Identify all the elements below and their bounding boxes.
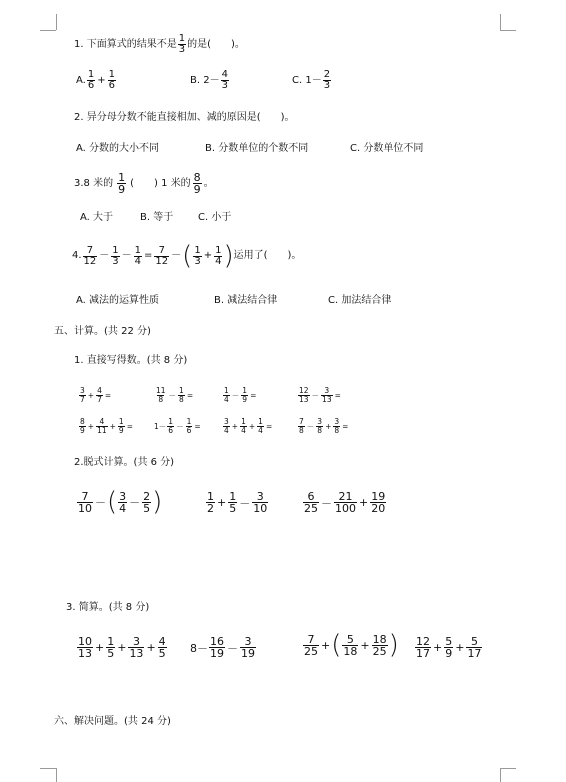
numerator: 4: [221, 69, 228, 80]
q4-option-c: C. 加法结合律: [328, 295, 392, 306]
mental-calc-item: [297, 387, 342, 403]
denominator: 3: [178, 44, 186, 55]
left-paren: (: [182, 241, 193, 271]
fraction: [117, 172, 126, 195]
q4-tail: 运用了( )。: [233, 250, 302, 261]
operator: +: [455, 641, 465, 654]
fraction: [241, 387, 248, 403]
left-paren: (: [331, 630, 342, 660]
numerator: 3: [119, 489, 127, 503]
denominator: 13: [78, 647, 92, 660]
denominator: 13: [322, 394, 332, 404]
operator: －: [321, 496, 332, 510]
operator: +: [359, 496, 369, 509]
numerator: 2: [323, 69, 331, 80]
operator: +: [95, 641, 105, 654]
denominator: 19: [241, 647, 255, 660]
numerator: 18: [372, 632, 387, 646]
mental-calc-item: [154, 418, 202, 434]
denominator: 3: [194, 255, 201, 267]
simplify-calc-b: [190, 636, 257, 659]
numerator: 7: [307, 632, 315, 646]
q4-expression: [72, 243, 301, 269]
denominator: 4: [215, 255, 222, 267]
operator: +: [87, 390, 95, 400]
q2-option-c: C. 分数单位不同: [350, 143, 424, 154]
q4-option-a: A. 减法的运算性质: [76, 295, 160, 306]
q1-stem: [74, 34, 245, 55]
numerator: 1: [108, 69, 115, 80]
operator: =: [250, 390, 257, 400]
operator: =: [334, 390, 341, 400]
operator: +: [109, 421, 116, 431]
operator: －: [311, 390, 320, 400]
denominator: 12: [155, 255, 169, 267]
denominator: 4: [241, 425, 246, 435]
fraction: [223, 387, 230, 403]
operator: =: [186, 390, 194, 400]
fraction: [223, 418, 230, 434]
numerator: 2: [143, 489, 151, 503]
denominator: 5: [229, 502, 237, 515]
denominator: 7: [97, 394, 102, 404]
fraction: [303, 634, 319, 657]
denominator: 3: [221, 80, 228, 91]
section-6-title: 六、解决问题。(共 24 分): [54, 716, 171, 727]
numerator: 12: [299, 386, 309, 395]
fraction: [193, 246, 201, 267]
q2-option-b: B. 分数单位的个数不同: [205, 143, 309, 154]
denominator: 3: [323, 80, 331, 91]
numerator: 5: [346, 632, 354, 646]
denominator: 100: [335, 502, 356, 515]
numerator: 8: [80, 417, 85, 426]
numerator: 5: [445, 635, 453, 648]
right-paren: ): [388, 630, 399, 660]
operator: =: [342, 421, 349, 431]
fraction: [158, 636, 167, 659]
q1-stem-fraction: [178, 34, 186, 55]
denominator: 6: [168, 425, 174, 435]
fraction: [83, 246, 98, 267]
operator: +: [433, 641, 443, 654]
fraction: [298, 418, 305, 434]
denominator: 4: [119, 501, 127, 515]
leading-term: 8－: [190, 641, 208, 655]
right-paren: ): [152, 487, 163, 517]
numerator: 7: [81, 489, 89, 503]
operator: －: [239, 496, 251, 510]
numerator: 3: [80, 386, 85, 395]
fraction: [209, 636, 225, 659]
part-3-title: 3. 简算。(共 8 分): [66, 602, 150, 613]
numerator: 1: [242, 386, 248, 395]
denominator: 8: [317, 425, 323, 435]
denominator: 25: [304, 502, 318, 515]
fraction: [111, 246, 119, 267]
q3-option-a: A. 大于: [80, 212, 114, 223]
numerator: 16: [210, 635, 224, 648]
operator: +: [146, 641, 156, 654]
q4-option-b: B. 减法结合律: [214, 295, 278, 306]
denominator: 9: [80, 425, 85, 435]
numerator: 1: [118, 171, 126, 184]
numerator: 3: [324, 386, 330, 395]
numerator: 3: [224, 417, 229, 426]
part-2-title: 2.脱式计算。(共 6 分): [74, 457, 175, 468]
numerator: 3: [132, 635, 140, 648]
fraction: [323, 70, 331, 91]
q2-stem: 2. 异分母分数不能直接相加、减的原因是( )。: [74, 112, 295, 123]
crop-mark-tl-h: [40, 30, 56, 31]
fraction: [444, 636, 453, 659]
simplify-calc-a: [76, 636, 168, 659]
fraction: [370, 491, 386, 514]
denominator: 10: [253, 502, 268, 515]
denominator: 5: [143, 501, 151, 515]
fraction: [466, 636, 482, 659]
fraction: [252, 491, 268, 514]
numerator: 1: [258, 417, 263, 426]
q3-stem: [74, 172, 214, 195]
numerator: 1: [224, 386, 229, 395]
denominator: 9: [118, 425, 124, 435]
numerator: 10: [78, 635, 92, 648]
fraction: [240, 636, 256, 659]
operator: =: [194, 421, 201, 431]
numerator: 3: [334, 417, 340, 426]
q3-stem-part-b: ( ) 1 米的: [130, 177, 191, 189]
numerator: 1: [207, 490, 214, 503]
fraction: [79, 418, 86, 434]
numerator: 1: [229, 490, 237, 503]
denominator: 17: [467, 647, 482, 660]
q1-option-b: [190, 70, 230, 91]
operator: －: [227, 641, 238, 655]
denominator: 7: [80, 394, 85, 404]
fraction: [77, 491, 93, 514]
crop-mark-bl-v: [56, 768, 57, 782]
operator: －: [121, 250, 132, 261]
numerator: 1: [87, 69, 95, 80]
numerator: 7: [86, 244, 94, 256]
fraction: [342, 634, 358, 657]
denominator: 17: [416, 647, 430, 660]
part-1-title: 1. 直接写得数。(共 8 分): [74, 355, 188, 366]
mental-calc-item: [222, 418, 273, 434]
fraction: [221, 70, 229, 91]
denominator: 8: [334, 425, 340, 435]
numerator: 1: [107, 635, 115, 648]
denominator: 4: [224, 394, 229, 404]
fraction: [214, 246, 222, 267]
operator: +: [231, 421, 239, 431]
numerator: 1: [168, 417, 174, 426]
fraction: [118, 491, 127, 514]
fraction: [316, 418, 323, 434]
denominator: 6: [186, 425, 192, 435]
option-label: C. 1－: [292, 74, 322, 86]
numerator: 3: [244, 635, 252, 648]
denominator: 4: [258, 425, 263, 435]
numerator: 11: [156, 386, 166, 395]
q3-stem-part-a: 3.8 米的: [74, 177, 114, 189]
denominator: 6: [87, 80, 95, 91]
denominator: 9: [118, 183, 126, 196]
numerator: 1: [194, 244, 201, 256]
operator: =: [265, 421, 273, 431]
crop-mark-tl-v: [56, 14, 57, 30]
crop-mark-tr-v: [500, 14, 501, 30]
numerator: 8: [193, 171, 201, 184]
fraction: [415, 636, 431, 659]
fraction: [106, 636, 115, 659]
denominator: 25: [304, 644, 318, 658]
numerator: 6: [307, 490, 315, 503]
numerator: 19: [371, 490, 386, 503]
denominator: 9: [242, 394, 248, 404]
numerator: 21: [338, 490, 353, 503]
operator: +: [248, 421, 256, 431]
denominator: 25: [372, 644, 387, 658]
numerator: 4: [97, 386, 102, 395]
denominator: 4: [134, 255, 142, 267]
crop-mark-tr-h: [500, 30, 516, 31]
denominator: 8: [299, 425, 304, 435]
numerator: 4: [158, 635, 166, 648]
denominator: 2: [207, 502, 214, 515]
operator: =: [144, 250, 153, 261]
fraction: [79, 387, 86, 403]
q3-option-c: C. 小于: [198, 212, 232, 223]
denominator: 19: [210, 647, 224, 660]
q1-option-c: [292, 70, 332, 91]
operator: +: [217, 496, 227, 509]
operator: －: [168, 390, 177, 400]
mental-calc-item: [78, 418, 134, 434]
fraction: [128, 636, 144, 659]
step-calc-c: [302, 491, 387, 514]
section-5-title: 五、计算。(共 22 分): [54, 326, 151, 337]
operator: －: [95, 496, 106, 509]
fraction: [186, 418, 193, 434]
fraction: [96, 418, 108, 434]
crop-mark-bl-h: [40, 768, 56, 769]
leading-term: 1－: [154, 421, 167, 431]
denominator: 12: [83, 255, 97, 267]
q2-option-a: A. 分数的大小不同: [76, 143, 160, 154]
operator: +: [117, 641, 127, 654]
operator: =: [104, 390, 112, 400]
numerator: 1: [186, 417, 192, 426]
q3-option-b: B. 等于: [140, 212, 174, 223]
numerator: 7: [299, 417, 304, 426]
fraction: [178, 387, 185, 403]
fraction: [154, 246, 169, 267]
fraction: [257, 418, 264, 434]
fraction: [372, 634, 388, 657]
left-paren: (: [107, 487, 118, 517]
operator: +: [203, 250, 213, 261]
step-calc-a: [76, 489, 162, 515]
denominator: 9: [193, 183, 201, 196]
crop-mark-br-h: [500, 768, 516, 769]
fraction: [334, 491, 357, 514]
simplify-calc-d: [414, 636, 483, 659]
q1-stem-after: 的是( )。: [187, 38, 245, 50]
denominator: 8: [179, 394, 184, 404]
denominator: 5: [158, 647, 166, 660]
fraction: [193, 172, 202, 195]
operator: －: [171, 250, 182, 261]
option-label: A.: [76, 74, 86, 86]
fraction: [303, 491, 319, 514]
operator: +: [360, 638, 370, 652]
option-label: B. 2－: [190, 74, 220, 86]
fraction: [333, 418, 340, 434]
q4-label: 4.: [72, 250, 82, 261]
mental-calc-item: [154, 387, 194, 403]
q1-stem-before: 1. 下面算式的结果不是: [74, 38, 177, 50]
fraction: [228, 491, 237, 514]
denominator: 6: [108, 80, 115, 91]
fraction: [77, 636, 93, 659]
denominator: 9: [445, 647, 453, 660]
numerator: 3: [317, 417, 323, 426]
step-calc-b: [205, 491, 269, 514]
operator: －: [306, 421, 315, 431]
operator: +: [97, 74, 106, 86]
crop-mark-br-v: [500, 768, 501, 782]
denominator: 18: [343, 644, 358, 658]
denominator: 8: [158, 394, 164, 404]
simplify-calc-c: [302, 632, 399, 658]
numerator: 12: [416, 635, 430, 648]
mental-calc-item: [78, 387, 112, 403]
denominator: 3: [112, 255, 119, 267]
denominator: 20: [371, 502, 386, 515]
operator: －: [176, 421, 184, 431]
operator: +: [325, 421, 332, 431]
fraction: [134, 246, 142, 267]
denominator: 13: [129, 647, 144, 660]
operator: +: [87, 421, 95, 431]
denominator: 10: [78, 501, 92, 515]
operator: －: [231, 390, 240, 400]
q3-stem-part-c: 。: [203, 177, 214, 189]
operator: =: [126, 421, 133, 431]
numerator: 3: [256, 490, 264, 503]
numerator: 1: [134, 244, 142, 256]
fraction: [167, 418, 174, 434]
fraction: [142, 491, 151, 514]
operator: －: [99, 250, 110, 261]
mental-calc-item: [297, 418, 349, 434]
numerator: 1: [118, 417, 124, 426]
fraction: [108, 70, 116, 91]
denominator: 11: [97, 425, 107, 435]
numerator: 7: [158, 244, 165, 256]
fraction: [155, 387, 167, 403]
denominator: 5: [107, 647, 115, 660]
mental-calc-item: [222, 387, 257, 403]
q1-option-a: [76, 70, 117, 91]
numerator: 1: [178, 33, 186, 44]
fraction: [321, 387, 333, 403]
right-paren: ): [223, 241, 234, 271]
numerator: 1: [112, 244, 119, 256]
numerator: 1: [241, 417, 246, 426]
fraction: [240, 418, 247, 434]
numerator: 4: [99, 417, 105, 426]
fraction: [96, 387, 103, 403]
denominator: 13: [299, 394, 309, 404]
fraction: [206, 491, 215, 514]
numerator: 1: [179, 386, 184, 395]
denominator: 4: [224, 425, 229, 435]
operator: －: [129, 496, 141, 509]
fraction: [118, 418, 125, 434]
fraction: [298, 387, 310, 403]
operator: +: [321, 638, 331, 652]
fraction: [87, 70, 95, 91]
numerator: 5: [470, 635, 478, 648]
numerator: 1: [215, 244, 222, 256]
